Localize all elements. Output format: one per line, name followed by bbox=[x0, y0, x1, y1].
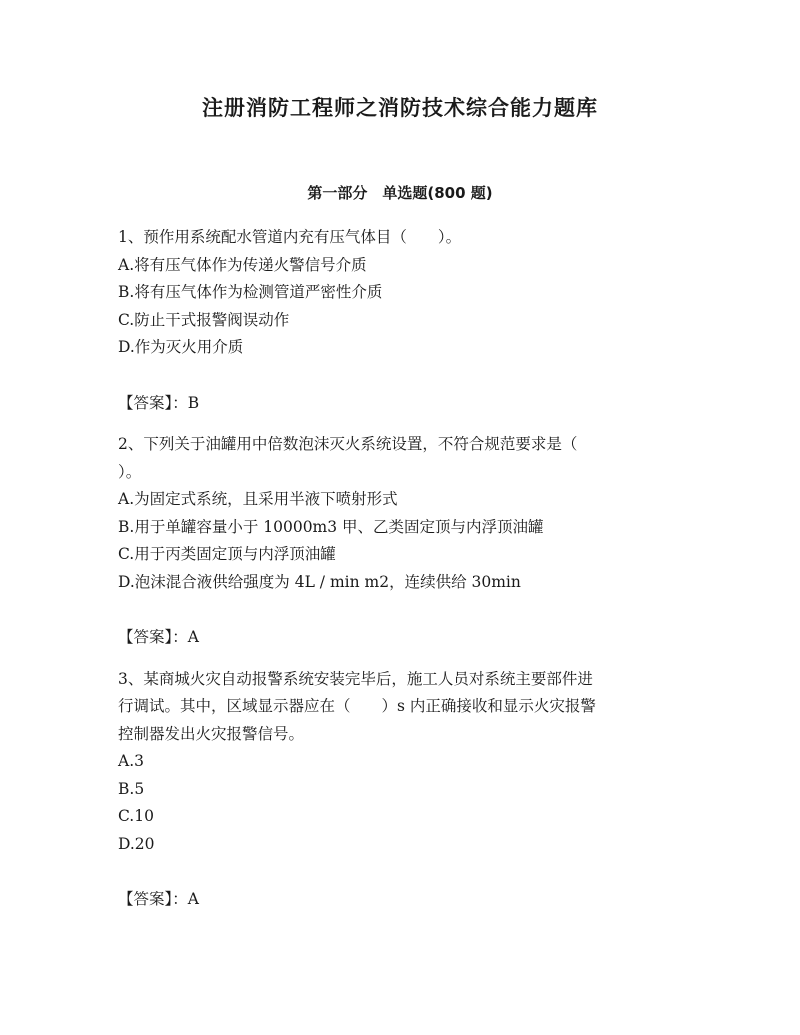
answer-label: 【答案】： bbox=[118, 890, 188, 908]
answer-label: 【答案】： bbox=[118, 628, 188, 646]
answer-value: B bbox=[187, 393, 200, 412]
option-c: C.10 bbox=[118, 807, 154, 825]
section-title: 第一部分 单选题(800 题) bbox=[307, 184, 493, 202]
question-text-line: ）。 bbox=[118, 462, 142, 481]
option-c: C.用于丙类固定顶与内浮顶油罐 bbox=[118, 545, 336, 563]
option-c: C.防止干式报警阀误动作 bbox=[118, 310, 290, 329]
answer bbox=[118, 390, 688, 418]
question-3 bbox=[118, 666, 688, 914]
question-text-line: 控制器发出火灾报警信号。 bbox=[118, 724, 305, 743]
question-1 bbox=[118, 224, 688, 417]
option-b: B.用于单罐容量小于 10000m3 甲、乙类固定顶与内浮顶油罐 bbox=[118, 517, 544, 536]
option-b: B.5 bbox=[118, 779, 145, 798]
option-a: A.为固定式系统，且采用半液下喷射形式 bbox=[118, 490, 398, 508]
answer bbox=[118, 886, 688, 914]
question-2 bbox=[118, 431, 688, 652]
question-list bbox=[118, 224, 688, 928]
option-d: D.20 bbox=[118, 834, 155, 853]
question-text-line: 3、某商城火灾自动报警系统安装完毕后，施工人员对系统主要部件进 bbox=[118, 669, 593, 688]
answer bbox=[118, 624, 688, 652]
option-d: D.作为灭火用介质 bbox=[118, 338, 244, 356]
answer-value: A bbox=[187, 890, 199, 908]
answer-value: A bbox=[187, 628, 199, 646]
document-title: 注册消防工程师之消防技术综合能力题库 bbox=[202, 96, 598, 120]
question-text-line: 行调试。其中，区域显示器应在（ ）s 内正确接收和显示火灾报警 bbox=[118, 697, 596, 715]
option-b: B.将有压气体作为检测管道严密性介质 bbox=[118, 283, 383, 301]
question-text: 1、预作用系统配水管道内充有压气体目（ ）。 bbox=[118, 228, 462, 246]
option-d: D.泡沫混合液供给强度为 4L / min m2，连续供给 30min bbox=[118, 572, 521, 591]
answer-label: 【答案】： bbox=[118, 393, 188, 412]
option-a: A.3 bbox=[118, 752, 144, 770]
option-a: A.将有压气体作为传递火警信号介质 bbox=[118, 255, 367, 274]
question-text-line: 2、下列关于油罐用中倍数泡沫灭火系统设置，不符合规范要求是（ bbox=[118, 435, 578, 453]
